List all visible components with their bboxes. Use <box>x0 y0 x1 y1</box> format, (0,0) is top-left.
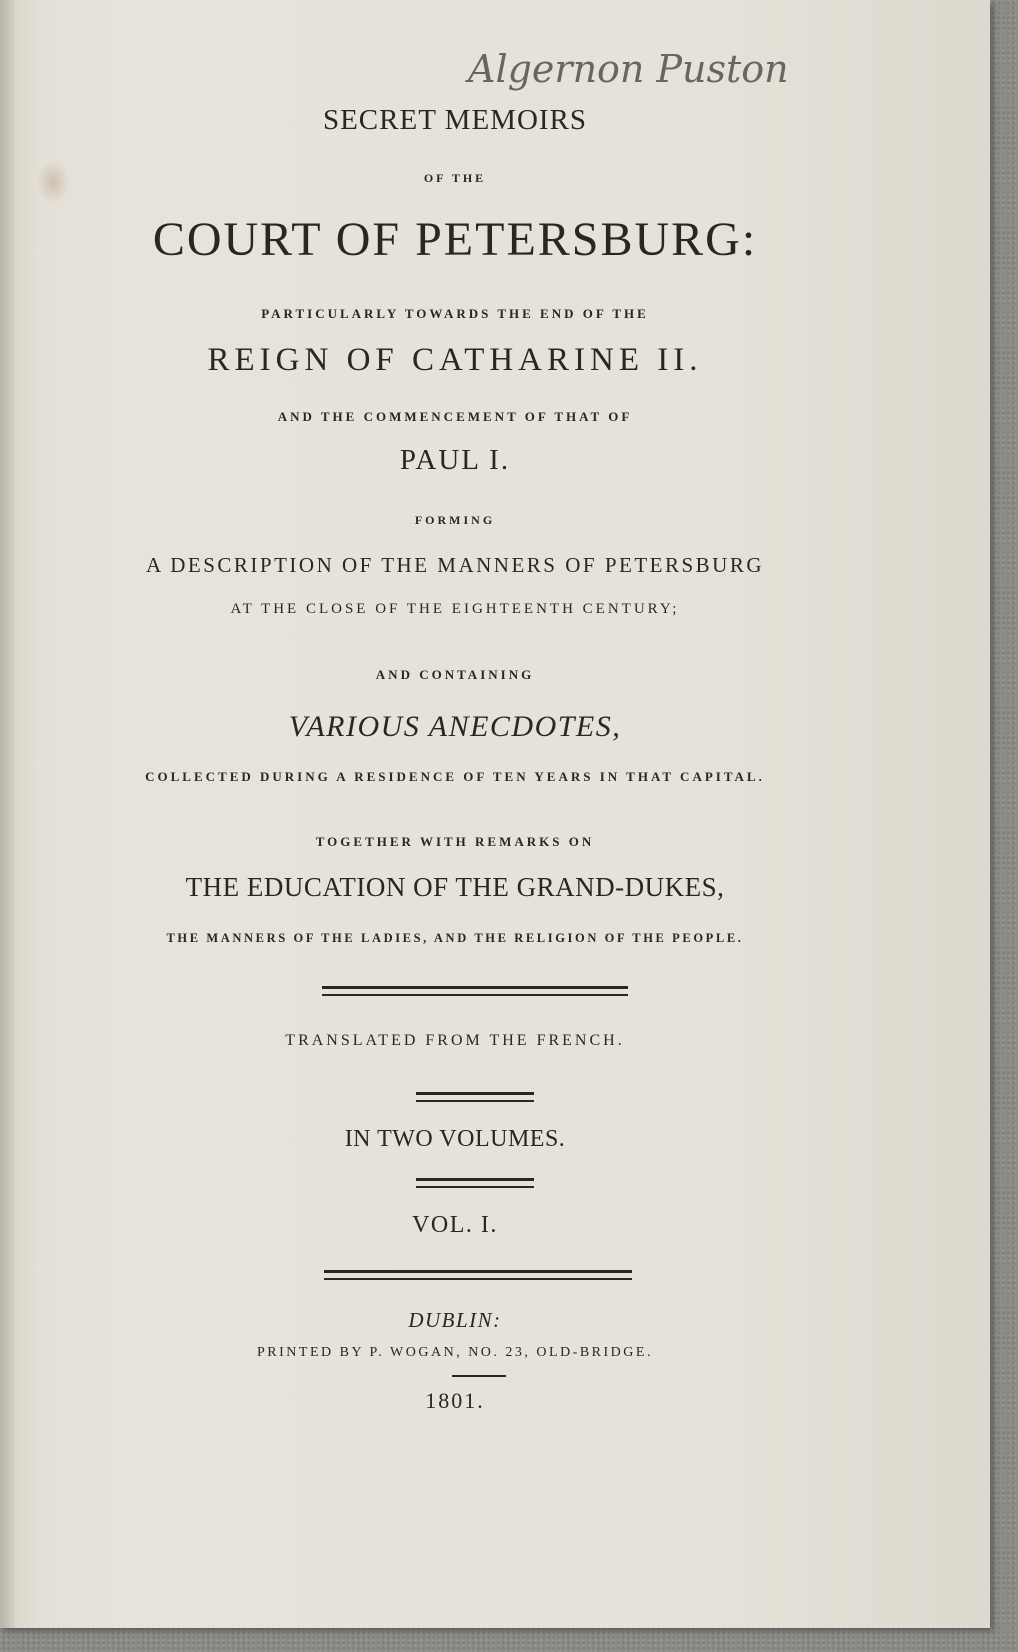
volume-number-line: VOL. I. <box>412 1212 498 1238</box>
secret-memoirs-line: SECRET MEMOIRS <box>322 104 588 136</box>
anecdotes-line: VARIOUS ANECDOTES, <box>288 710 622 743</box>
of-the-line: OF THE <box>423 171 487 185</box>
double-rule-3 <box>416 1178 534 1190</box>
reign-line: REIGN OF CATHARINE II. <box>207 342 703 378</box>
year-line: 1801. <box>425 1388 485 1413</box>
close-line: AT THE CLOSE OF THE EIGHTEENTH CENTURY; <box>230 601 680 617</box>
signature-text: Algernon Puston <box>468 47 789 91</box>
double-rule-1 <box>322 986 628 998</box>
together-line: TOGETHER WITH REMARKS ON <box>315 834 595 849</box>
single-rule <box>452 1375 506 1378</box>
forming-line: FORMING <box>414 513 496 527</box>
two-volumes-line: IN TWO VOLUMES. <box>344 1126 566 1152</box>
court-of-petersburg-line: COURT OF PETERSBURG: <box>152 213 758 266</box>
commencement-line: AND THE COMMENCEMENT OF THAT OF <box>277 409 633 424</box>
containing-line: AND CONTAINING <box>375 667 535 682</box>
education-line: THE EDUCATION OF THE GRAND-DUKES, <box>185 872 725 902</box>
description-line: A DESCRIPTION OF THE MANNERS OF PETERSBURG <box>145 553 765 577</box>
translated-line: TRANSLATED FROM THE FRENCH. <box>285 1032 625 1049</box>
double-rule-4 <box>324 1270 632 1282</box>
printer-line: PRINTED BY P. WOGAN, NO. 23, OLD-BRIDGE. <box>257 1345 653 1360</box>
collected-line: COLLECTED DURING A RESIDENCE OF TEN YEARS IN THAT CAPITAL. <box>145 769 765 784</box>
double-rule-2 <box>416 1092 534 1104</box>
handwritten-signature <box>462 40 792 96</box>
particularly-line: PARTICULARLY TOWARDS THE END OF THE <box>261 306 649 321</box>
paul-line: PAUL I. <box>399 444 511 476</box>
city-line: DUBLIN: <box>408 1308 502 1332</box>
manners-line: THE MANNERS OF THE LADIES, AND THE RELIGION OF THE PEOPLE. <box>166 931 744 945</box>
